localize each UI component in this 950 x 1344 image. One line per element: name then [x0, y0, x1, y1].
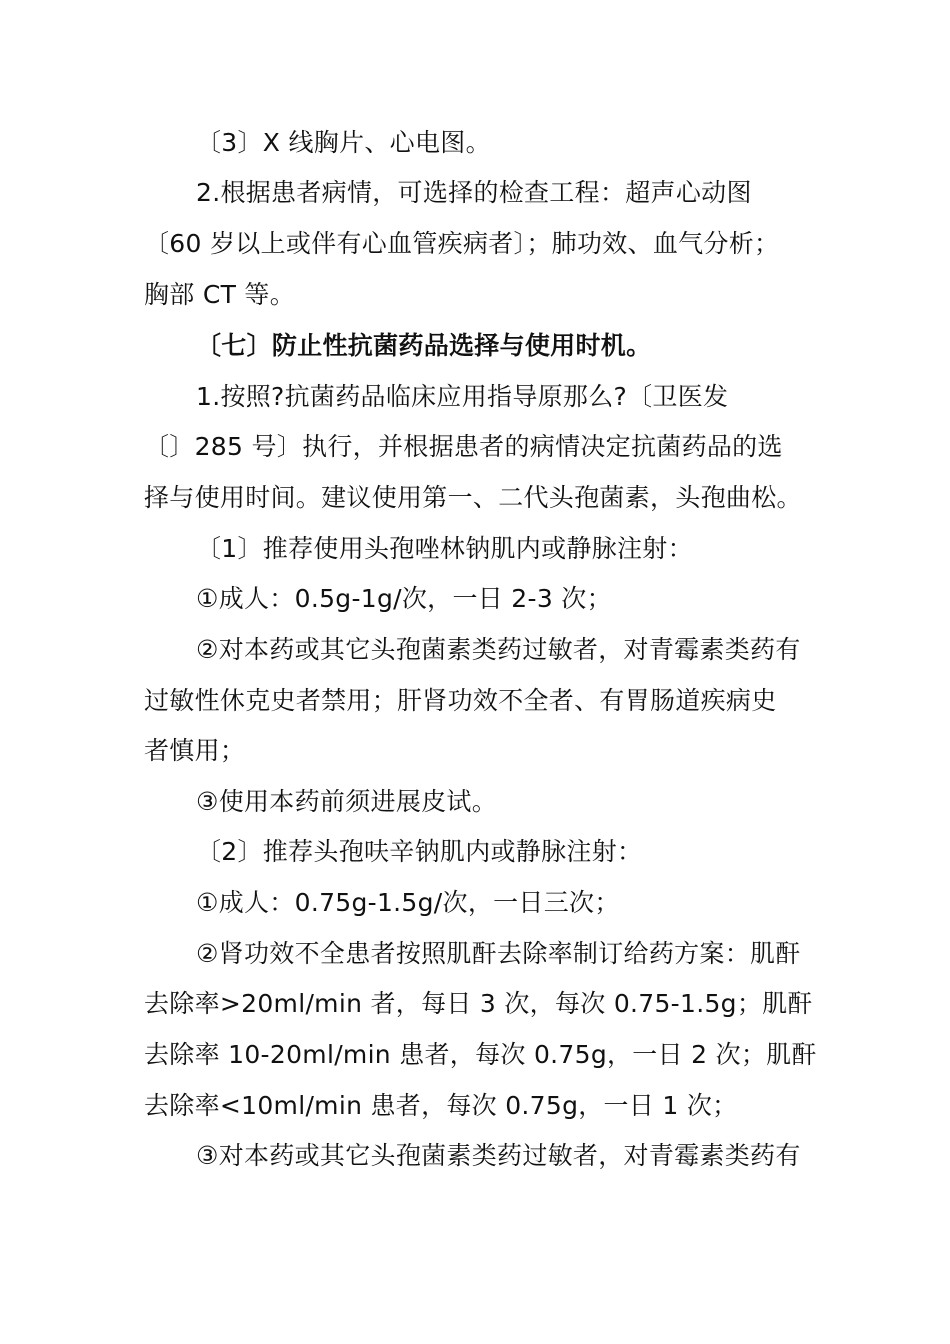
text-line-14: ③使用本药前须进展皮试。 [196, 787, 498, 816]
text-line-4: 胸部 CT 等。 [144, 280, 296, 309]
text-line-17: ②肾功效不全患者按照肌酐去除率制订给药方案：肌酐 [196, 939, 801, 968]
text-line-21: ③对本药或其它头孢菌素类药过敏者，对青霉素类药有 [196, 1141, 801, 1170]
text-line-13: 者慎用； [144, 736, 246, 765]
text-line-20: 去除率<10ml/min 患者，每次 0.75g，一日 1 次； [144, 1091, 738, 1120]
text-line-12: 过敏性休克史者禁用；肝肾功效不全者、有胃肠道疾病史 [144, 686, 777, 715]
text-line-15: 〔2〕推荐头孢呋辛钠肌内或静脉注射： [196, 837, 643, 866]
text-line-2: 2.根据患者病情，可选择的检查工程：超声心动图 [196, 178, 752, 207]
text-line-7: 〔〕285 号〕执行，并根据患者的病情决定抗菌药品的选 [144, 432, 783, 461]
text-line-3: 〔60 岁以上或伴有心血管疾病者〕；肺功效、血气分析； [144, 229, 780, 258]
text-line-11: ②对本药或其它头孢菌素类药过敏者，对青霉素类药有 [196, 635, 801, 664]
text-line-8: 择与使用时间。建议使用第一、二代头孢菌素，头孢曲松。 [144, 483, 802, 512]
text-line-9: 〔1〕推荐使用头孢唑林钠肌内或静脉注射： [196, 534, 693, 563]
text-line-16: ①成人：0.75g-1.5g/次，一日三次； [196, 888, 620, 917]
text-line-6: 1.按照?抗菌药品临床应用指导原那么?〔卫医发 [196, 382, 729, 411]
section-heading: 〔七〕防止性抗菌药品选择与使用时机。 [196, 331, 652, 360]
text-line-10: ①成人：0.5g-1g/次，一日 2-3 次； [196, 584, 612, 613]
text-line-18: 去除率>20ml/min 者，每日 3 次，每次 0.75-1.5g；肌酐 [144, 989, 813, 1018]
text-line-19: 去除率 10-20ml/min 患者，每次 0.75g，一日 2 次；肌酐 [144, 1040, 817, 1069]
text-line-1: 〔3〕X 线胸片、心电图。 [196, 128, 491, 157]
